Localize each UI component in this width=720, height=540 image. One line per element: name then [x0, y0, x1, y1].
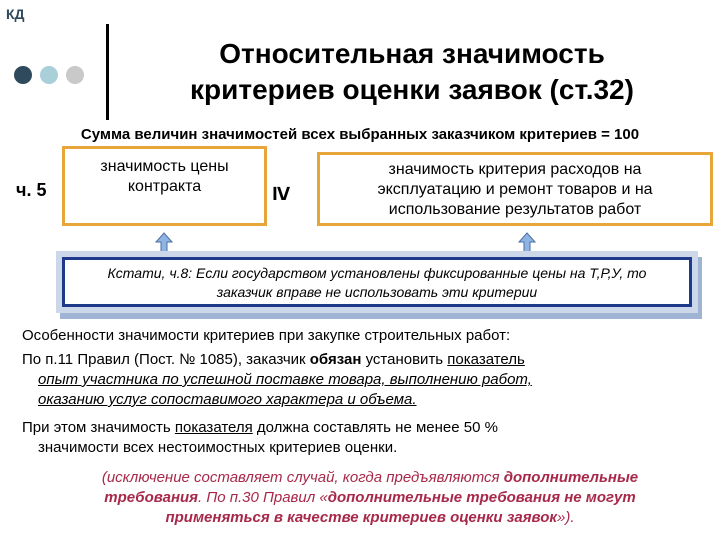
note-line-1: Кстати, ч.8: Если государством установлены фиксированные цены на Т,Р,У, то: [107, 265, 647, 281]
page-title: [112, 36, 712, 108]
greater-or-equal-symbol: ≥: [267, 186, 298, 201]
significance-text-1: При этом значимость: [22, 419, 175, 436]
exception-text-2: . По п.30 Правил «: [198, 489, 328, 506]
quote-text-2: применяться в качестве критериев оценки заявок: [165, 509, 558, 526]
rule-11-text: По п.11 Правил (Пост. № 1085), заказчик: [22, 351, 310, 368]
logo: КД: [6, 6, 25, 22]
experience-text-2: оказанию услуг сопоставимого характера и объема.: [38, 391, 417, 408]
up-arrow-icon: [518, 232, 536, 254]
significance-paragraph: [22, 418, 712, 458]
price-box-line-1: значимость цены: [100, 158, 229, 175]
significance-text-2: должна составлять не менее 50 %: [252, 419, 498, 436]
note-line-2: заказчик вправе не использовать эти критерии: [216, 284, 538, 300]
title-line-2: критериев оценки заявок (ст.32): [190, 74, 634, 105]
part-label: ч. 5: [16, 180, 47, 200]
exception-text-1: (исключение составляет случай, когда предъявляются: [101, 469, 504, 486]
additional-text: дополнительные: [503, 469, 639, 486]
experience-text-1: опыт участника по успешной поставке товара, выполнению работ,: [38, 371, 532, 388]
decorative-dot-gray: [66, 66, 84, 84]
requirements-text: требования: [104, 489, 199, 506]
significance-text-3: значимости всех нестоимостных критериев оценки.: [38, 439, 398, 456]
sum-statement: Сумма величин значимостей всех выбранных заказчиком критериев = 100: [80, 126, 640, 143]
up-arrow-icon: [155, 232, 173, 254]
exception-paragraph: [30, 468, 710, 528]
rule-11-text-2: установить: [361, 351, 448, 368]
indicator-text: показателя: [174, 419, 253, 436]
obliged-text: обязан: [309, 351, 362, 368]
exception-text-3: »).: [557, 509, 575, 526]
costs-criterion-box: [317, 152, 713, 226]
note-box: [62, 257, 692, 307]
title-line-1: Относительная значимость: [219, 38, 605, 69]
title-divider: [106, 24, 109, 120]
rule-11-paragraph: [22, 350, 712, 410]
decorative-dot-dark: [14, 66, 32, 84]
decorative-dot-teal: [40, 66, 58, 84]
construction-heading: Особенности значимости критериев при закупке строительных работ:: [22, 327, 511, 344]
indicator-link-text: показатель: [447, 351, 525, 368]
quote-text-1: дополнительные требования не могут: [327, 489, 636, 506]
costs-box-line-2: эксплуатацию и ремонт товаров и на: [377, 181, 653, 198]
price-box-line-2: контракта: [127, 178, 202, 195]
price-significance-box: [62, 146, 267, 226]
costs-box-line-3: использование результатов работ: [388, 201, 642, 218]
costs-box-line-1: значимость критерия расходов на: [388, 161, 642, 178]
